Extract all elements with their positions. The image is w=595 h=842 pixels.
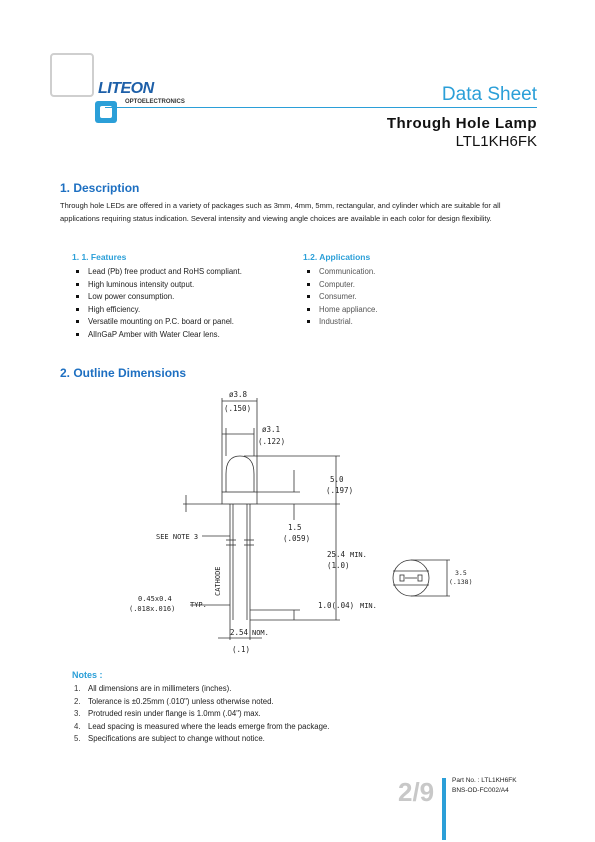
brand-subtitle: OPTOELECTRONICS (125, 99, 185, 105)
list-item: Computer. (305, 279, 505, 292)
footer-part-info (452, 776, 517, 796)
dim-dia2: ø3.1 (262, 425, 281, 434)
side-dim: 3.5 (455, 569, 467, 577)
list-item: Versatile mounting on P.C. board or panel. (74, 316, 294, 329)
description-heading: 1. Description (60, 181, 140, 195)
dim-flange: 1.5 (288, 523, 302, 532)
led-dome (226, 456, 254, 492)
list-item: 4. Lead spacing is measured where the leads emerge from the package. (74, 721, 330, 731)
cathode-label: CATHODE (214, 566, 222, 596)
dim-min1: MIN. (350, 551, 367, 559)
dim-lead-size: 0.45x0.4 (138, 595, 172, 603)
list-item: 2. Tolerance is ±0.25mm (.010") unless otherwise noted. (74, 696, 274, 706)
dim-lead-len: 25.4 (327, 550, 346, 559)
dim-lead-len-in: (1.0) (327, 561, 350, 570)
product-type: Through Hole Lamp (386, 115, 537, 132)
footer-doc-no: BNS-OD-FC002/A4 (452, 787, 509, 794)
list-item: Industrial. (305, 316, 505, 329)
list-item: Low power consumption. (74, 291, 294, 304)
dim-h1-in: (.197) (326, 486, 354, 495)
outline-heading: 2. Outline Dimensions (60, 366, 187, 380)
dim-h1: 5.0 (330, 475, 344, 484)
list-item: High efficiency. (74, 304, 294, 317)
dim-spacing-in: (.1) (232, 645, 251, 654)
dim-lead-size-in: (.018x.016) (129, 605, 176, 613)
applications-heading: 1.2. Applications (303, 252, 371, 262)
dim-dia1-in: (.150) (224, 404, 252, 413)
doc-type: Data Sheet (441, 84, 537, 105)
see-note: SEE NOTE 3 (156, 533, 199, 541)
list-item: Lead (Pb) free product and RoHS compliant. (74, 266, 294, 279)
led-flange (222, 492, 257, 504)
part-number: LTL1KH6FK (455, 133, 537, 150)
list-item: 5. Specifications are subject to change without notice. (74, 734, 265, 743)
dim-nom: NOM. (252, 629, 269, 637)
list-item: High luminous intensity output. (74, 279, 294, 292)
dim-typ: TYP. (190, 601, 207, 609)
list-item: 1. All dimensions are in millimeters (inches). (74, 684, 232, 693)
list-item: Consumer. (305, 291, 505, 304)
side-dim-in: (.138) (449, 578, 473, 586)
features-heading: 1. 1. Features (72, 252, 127, 262)
notes-list (72, 683, 329, 746)
list-item: 3. Protruded resin under flange is 1.0mm (.04") max. (74, 709, 261, 718)
list-item: Home appliance. (305, 304, 505, 317)
dim-spacing: 2.54 (230, 628, 249, 637)
list-item: AlInGaP Amber with Water Clear lens. (74, 329, 294, 342)
description-text: Through hole LEDs are offered in a variety of packages such as 3mm, 4mm, 5mm, rectangular, and cylinder which are suitable for all applications requiring status indication. Several intensity and viewing angle choices are available in each color for design flexibility. (60, 201, 501, 223)
dim-dia2-in: (.122) (258, 437, 286, 446)
dim-dia1: ø3.8 (229, 390, 248, 399)
dim-min-len: 1.0(.04) (318, 601, 355, 610)
page-number: 2/9 (398, 777, 435, 807)
dim-flange-in: (.059) (283, 534, 311, 543)
footer-bar (442, 778, 446, 840)
brand-logo: LITEON (98, 80, 154, 97)
notes-heading: Notes : (72, 670, 103, 680)
dim-min2: MIN. (360, 602, 377, 610)
footer-part-no: Part No. : LTL1KH6FK (452, 777, 517, 784)
list-item: Communication. (305, 266, 505, 279)
